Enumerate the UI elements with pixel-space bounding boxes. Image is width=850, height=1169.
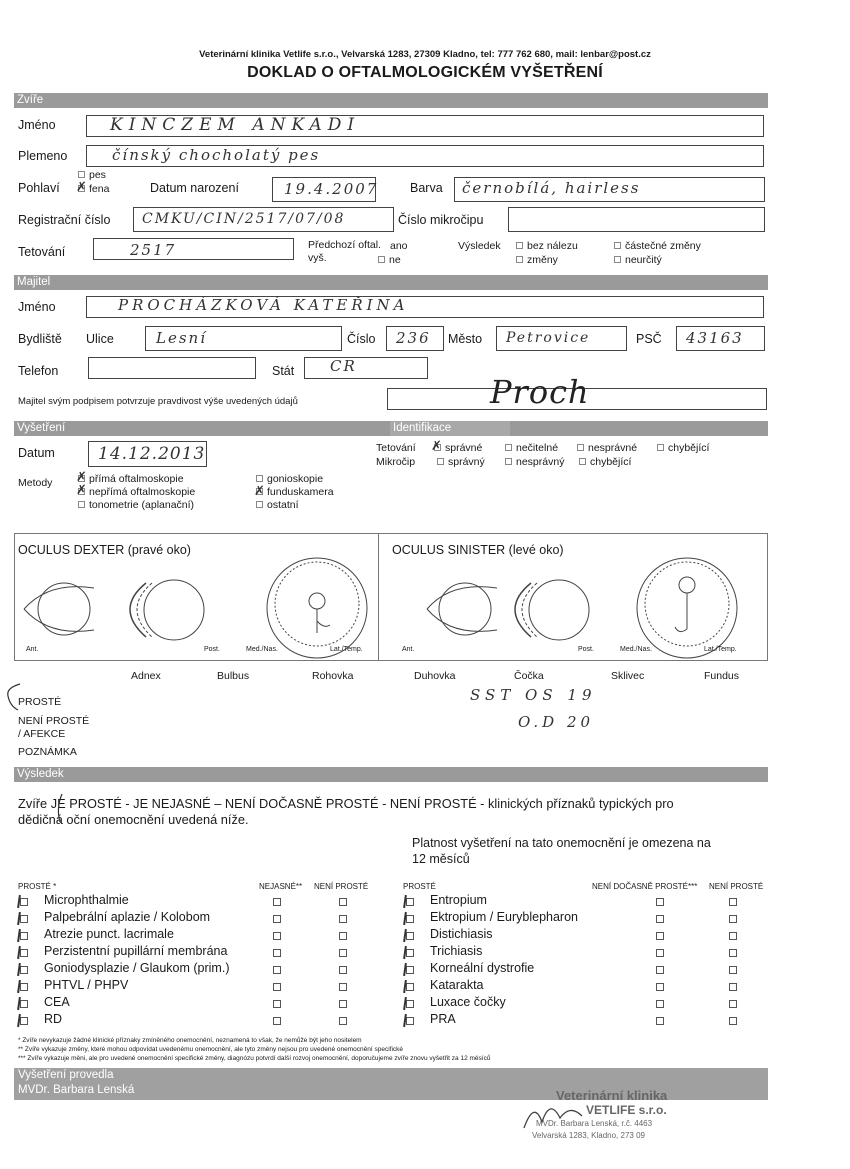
- stamp-line3: MVDr. Barbara Lenská, r.č. 4463: [536, 1119, 653, 1128]
- house-number-value: 236: [396, 329, 431, 347]
- od-lens-circle: [144, 580, 204, 640]
- od-lid-bottom: [24, 609, 94, 631]
- left-proste-checkbox[interactable]: [20, 1000, 28, 1008]
- footnote-1: * Zvíře nevykazuje žádné klinické příznaky zmíněného onemocnění, neznamená to však, že nemůže být jeho nositelem: [18, 1037, 362, 1044]
- left-disease-name: Microphthalmie: [44, 893, 129, 907]
- col-fundus: Fundus: [704, 670, 740, 682]
- right-proste-checkbox[interactable]: [406, 983, 414, 991]
- left-nejasne-checkbox[interactable]: [273, 915, 281, 923]
- performed-label: Vyšetření provedla: [18, 1069, 114, 1081]
- color-label: Barva: [410, 181, 443, 195]
- sex-label: Pohlaví: [18, 181, 60, 195]
- je-proste-circle-mark: [54, 790, 114, 830]
- id-tattoo-unreadable-checkbox[interactable]: [505, 444, 512, 451]
- id-chip-missing-checkbox[interactable]: [579, 458, 586, 465]
- right-proste-checkbox[interactable]: [406, 915, 414, 923]
- id-tattoo-correct-check-mark-icon: ✗: [431, 438, 442, 453]
- prev-exam-label-1: Předchozí oftal.: [308, 239, 381, 251]
- right-disease-name: Distichiasis: [430, 927, 493, 941]
- id-tattoo-unreadable-label: nečitelné: [516, 442, 559, 454]
- note-sst-os: SST OS 19: [470, 686, 597, 704]
- section-result-band: Výsledek: [14, 767, 768, 782]
- zip-label: PSČ: [636, 332, 662, 346]
- animal-name-label: Jméno: [18, 118, 56, 132]
- house-number-label: Číslo: [347, 332, 376, 346]
- right-disease-name: Entropium: [430, 893, 487, 907]
- os-optic-disc: [679, 577, 695, 593]
- od-ant-label: Ant.: [26, 646, 39, 653]
- os-med-label: Med./Nas.: [620, 646, 652, 653]
- col-cocka: Čočka: [514, 670, 544, 682]
- right-proste-checkbox[interactable]: [406, 949, 414, 957]
- proste-bracket-mark: [4, 682, 24, 712]
- left-nejasne-checkbox[interactable]: [273, 983, 281, 991]
- result-statement-line1: Zvíře JE PROSTÉ - JE NEJASNÉ – NENÍ DOČASNĚ PROSTÉ - NENÍ PROSTÉ - klinických příznaků typických pro: [18, 796, 674, 811]
- footnote-3: *** Zvíře vykazuje měni, ale pro uvedené onemocnění specifické změny, diagnózu potvrdí další rozvoj onemocnění, doporučujeme zvíře znovu vyšetřit za 12 měsíců: [18, 1055, 491, 1062]
- reg-number-label: Registrační číslo: [18, 213, 111, 227]
- id-chip-correct-label: správný: [448, 456, 485, 468]
- prev-result-partial-label: částečné změny: [625, 240, 701, 252]
- method-direct-check-mark-icon: ✗: [76, 469, 87, 484]
- page-title: DOKLAD O OFTALMOLOGICKÉM VYŠETŘENÍ: [247, 64, 603, 81]
- city-value: Petrovice: [506, 330, 591, 346]
- od-eye-diagram: [14, 533, 378, 661]
- street-value: Lesní: [156, 329, 207, 347]
- right-neni-proste-checkbox[interactable]: [729, 915, 737, 923]
- left-nejasne-checkbox[interactable]: [273, 898, 281, 906]
- method-other-checkbox[interactable]: [256, 501, 263, 508]
- col-sklivec: Sklivec: [611, 670, 645, 682]
- city-label: Město: [448, 332, 483, 346]
- right-neni-proste-checkbox[interactable]: [729, 1017, 737, 1025]
- stamp-line2: VETLIFE s.r.o.: [586, 1103, 667, 1117]
- left-nejasne-checkbox[interactable]: [273, 966, 281, 974]
- row-neni-proste: NENÍ PROSTÉ: [18, 715, 90, 727]
- id-tattoo-label: Tetování: [376, 442, 416, 454]
- id-tattoo-missing-checkbox[interactable]: [657, 444, 664, 451]
- tattoo-label: Tetování: [18, 245, 66, 259]
- id-chip-wrong-label: nesprávný: [516, 456, 565, 468]
- state-value: CR: [330, 357, 357, 375]
- left-neni-proste-checkbox[interactable]: [339, 983, 347, 991]
- left-nejasne-checkbox[interactable]: [273, 1000, 281, 1008]
- section-animal-band: Zvíře: [14, 93, 768, 108]
- color-value: černobílá, hairless: [462, 179, 641, 197]
- left-proste-checkbox[interactable]: [20, 915, 28, 923]
- right-disease-name: Katarakta: [430, 978, 484, 992]
- section-exam-band: Vyšetření: [14, 421, 768, 436]
- method-direct-label: přímá oftalmoskopie: [89, 473, 184, 485]
- breed-value: čínský chocholatý pes: [112, 146, 321, 164]
- prev-result-changes-checkbox[interactable]: [516, 256, 523, 263]
- right-neni-proste-checkbox[interactable]: [729, 1000, 737, 1008]
- prev-exam-no-checkbox[interactable]: [378, 256, 385, 263]
- left-nejasne-checkbox[interactable]: [273, 949, 281, 957]
- breed-label: Plemeno: [18, 149, 68, 163]
- right-proste-checkbox[interactable]: [406, 898, 414, 906]
- right-header-docasne: NENÍ DOČASNĚ PROSTÉ***: [592, 882, 698, 891]
- state-field[interactable]: [304, 357, 428, 379]
- od-title: OCULUS DEXTER (pravé oko): [18, 543, 191, 557]
- left-neni-proste-checkbox[interactable]: [339, 966, 347, 974]
- right-neni-proste-checkbox[interactable]: [729, 898, 737, 906]
- method-funduscam-label: funduskamera: [267, 486, 334, 498]
- left-proste-checkbox[interactable]: [20, 932, 28, 940]
- animal-name-value: KINCZEM ANKADI: [110, 115, 361, 135]
- row-afekce: / AFEKCE: [18, 728, 66, 740]
- street-label: Ulice: [86, 332, 114, 346]
- id-tattoo-wrong-checkbox[interactable]: [577, 444, 584, 451]
- right-header-neni-proste: NENÍ PROSTÉ: [709, 882, 764, 891]
- prev-exam-yes-label: ano: [390, 240, 408, 252]
- right-docasne-checkbox[interactable]: [656, 949, 664, 957]
- left-nejasne-checkbox[interactable]: [273, 1017, 281, 1025]
- row-proste: PROSTÉ: [18, 696, 62, 708]
- left-header-nejasne: NEJASNÉ**: [259, 882, 303, 891]
- owner-name-value: PROCHÁZKOVÁ KATEŘINA: [118, 296, 409, 314]
- right-disease-name: Korneální dystrofie: [430, 961, 535, 975]
- row-poznamka: POZNÁMKA: [18, 746, 77, 758]
- os-lens-circle: [529, 580, 589, 640]
- prev-result-none-label: bez nálezu: [527, 240, 578, 252]
- id-tattoo-wrong-label: nesprávné: [588, 442, 638, 454]
- method-tonometry-checkbox[interactable]: [78, 501, 85, 508]
- signature-statement: Majitel svým podpisem potvrzuje pravdivost výše uvedených údajů: [18, 396, 298, 407]
- left-disease-name: Perzistentní pupillární membrána: [44, 944, 228, 958]
- od-lid-top: [24, 587, 94, 609]
- id-tattoo-correct-label: správné: [445, 442, 483, 454]
- section-identification-band: Identifikace: [390, 421, 510, 436]
- dob-label: Datum narození: [150, 181, 239, 195]
- left-proste-checkbox[interactable]: [20, 949, 28, 957]
- left-header-neni-proste: NENÍ PROSTÉ: [314, 882, 369, 891]
- left-header-proste: PROSTÉ *: [18, 882, 57, 891]
- os-vessels: [675, 593, 687, 632]
- clinic-info-line: Veterinární klinika Vetlife s.r.o., Velvarská 1283, 27309 Kladno, tel: 777 762 680, mail: lenbar@post.cz: [199, 49, 651, 60]
- prev-result-uncertain-label: neurčitý: [625, 254, 662, 266]
- right-disease-name: Luxace čočky: [430, 995, 506, 1009]
- right-disease-name: Ektropium / Euryblepharon: [430, 910, 578, 924]
- left-disease-name: Goniodysplazie / Glaukom (prim.): [44, 961, 230, 975]
- right-proste-checkbox[interactable]: [406, 966, 414, 974]
- owner-name-label: Jméno: [18, 300, 56, 314]
- right-docasne-checkbox[interactable]: [656, 915, 664, 923]
- left-neni-proste-checkbox[interactable]: [339, 898, 347, 906]
- result-statement-line2: dědičná oční onemocnění uvedená níže.: [18, 812, 249, 827]
- validity-line1: Platnost vyšetření na tato onemocnění je omezena na: [412, 836, 711, 850]
- reg-number-value: CMKU/CIN/2517/07/08: [142, 211, 346, 227]
- right-disease-name: PRA: [430, 1012, 456, 1026]
- od-post-label: Post.: [204, 646, 220, 653]
- chip-field[interactable]: [508, 207, 765, 232]
- right-docasne-checkbox[interactable]: [656, 1000, 664, 1008]
- sex-fena-check-mark-icon: ✗: [76, 179, 87, 194]
- od-fundus-circle: [267, 558, 367, 658]
- right-proste-checkbox[interactable]: [406, 932, 414, 940]
- method-other-label: ostatní: [267, 499, 299, 511]
- os-lid-top: [427, 587, 497, 609]
- sex-pes-checkbox[interactable]: [78, 171, 85, 178]
- note-od: O.D 20: [518, 713, 595, 731]
- methods-label: Metody: [18, 477, 53, 489]
- od-fundus-inner: [275, 562, 359, 646]
- right-header-proste: PROSTÉ: [403, 882, 436, 891]
- right-docasne-checkbox[interactable]: [656, 898, 664, 906]
- os-ant-label: Ant.: [402, 646, 415, 653]
- id-chip-missing-label: chybějící: [590, 456, 632, 468]
- method-indirect-check-mark-icon: ✗: [76, 482, 87, 497]
- right-neni-proste-checkbox[interactable]: [729, 983, 737, 991]
- right-docasne-checkbox[interactable]: [656, 932, 664, 940]
- left-disease-name: RD: [44, 1012, 63, 1026]
- method-indirect-label: nepřímá oftalmoskopie: [89, 486, 196, 498]
- address-label: Bydliště: [18, 332, 62, 346]
- left-neni-proste-checkbox[interactable]: [339, 1017, 347, 1025]
- prev-result-changes-label: změny: [527, 254, 558, 266]
- right-proste-checkbox[interactable]: [406, 1017, 414, 1025]
- chip-label: Číslo mikročipu: [398, 213, 484, 227]
- col-adnex: Adnex: [131, 670, 161, 682]
- os-post-label: Post.: [578, 646, 594, 653]
- left-proste-checkbox[interactable]: [20, 983, 28, 991]
- exam-date-value: 14.12.2013: [98, 444, 206, 464]
- id-chip-label: Mikročip: [376, 456, 416, 468]
- right-neni-proste-checkbox[interactable]: [729, 932, 737, 940]
- vet-name: MVDr. Barbara Lenská: [18, 1084, 135, 1096]
- tattoo-field[interactable]: [93, 238, 294, 260]
- os-eye-diagram: [379, 533, 767, 661]
- section-owner-band: Majitel: [14, 275, 768, 290]
- left-disease-name: Palpebrální aplazie / Kolobom: [44, 910, 211, 924]
- prev-result-none-checkbox[interactable]: [516, 242, 523, 249]
- sex-pes-label: pes: [89, 169, 106, 181]
- phone-label: Telefon: [18, 364, 59, 378]
- stamp-line1: Veterinární klinika: [556, 1088, 668, 1103]
- zip-value: 43163: [686, 329, 744, 347]
- left-proste-checkbox[interactable]: [20, 1017, 28, 1025]
- right-neni-proste-checkbox[interactable]: [729, 949, 737, 957]
- col-rohovka: Rohovka: [312, 670, 354, 682]
- method-tonometry-label: tonometrie (aplanační): [89, 499, 195, 511]
- left-disease-name: Atrezie punct. lacrimale: [44, 927, 174, 941]
- od-optic-disc: [309, 593, 325, 609]
- method-gonioscopy-label: gonioskopie: [267, 473, 324, 485]
- prev-exam-label-2: vyš.: [308, 252, 327, 264]
- od-vessels: [317, 609, 330, 633]
- right-proste-checkbox[interactable]: [406, 1000, 414, 1008]
- os-lat-label: Lat./Temp.: [704, 646, 737, 653]
- left-neni-proste-checkbox[interactable]: [339, 915, 347, 923]
- method-funduscam-check-mark-icon: ✗: [254, 483, 265, 498]
- prev-result-partial-checkbox[interactable]: [614, 242, 621, 249]
- od-adnex-circle: [38, 583, 90, 635]
- prev-result-uncertain-checkbox[interactable]: [614, 256, 621, 263]
- footnote-2: ** Zvíře vykazuje změny, které mohou odpovídat uvedenému onemocnění, ale tyto změny nejsou pro uvedené onemocnění specifické: [18, 1046, 404, 1053]
- left-neni-proste-checkbox[interactable]: [339, 949, 347, 957]
- os-title: OCULUS SINISTER (levé oko): [392, 543, 564, 557]
- right-disease-name: Trichiasis: [430, 944, 483, 958]
- col-duhovka: Duhovka: [414, 670, 456, 682]
- exam-date-label: Datum: [18, 446, 55, 460]
- right-docasne-checkbox[interactable]: [656, 983, 664, 991]
- left-disease-name: PHTVL / PHPV: [44, 978, 129, 992]
- prev-exam-no-label: ne: [389, 254, 401, 266]
- stamp-line4: Velvarská 1283, Kladno, 273 09: [532, 1131, 645, 1140]
- os-lid-bottom: [427, 609, 497, 631]
- left-proste-checkbox[interactable]: [20, 966, 28, 974]
- od-med-label: Med./Nas.: [246, 646, 278, 653]
- tattoo-value: 2517: [130, 241, 177, 259]
- left-proste-checkbox[interactable]: [20, 898, 28, 906]
- state-label: Stát: [272, 364, 295, 378]
- left-nejasne-checkbox[interactable]: [273, 932, 281, 940]
- left-disease-name: CEA: [44, 995, 70, 1009]
- right-neni-proste-checkbox[interactable]: [729, 966, 737, 974]
- method-gonioscopy-checkbox[interactable]: [256, 475, 263, 482]
- prev-result-label: Výsledek: [458, 240, 501, 252]
- id-chip-wrong-checkbox[interactable]: [505, 458, 512, 465]
- owner-signature: Proch: [490, 373, 590, 411]
- od-lat-label: Lat./Temp.: [330, 646, 363, 653]
- right-docasne-checkbox[interactable]: [656, 1017, 664, 1025]
- vet-signature: [520, 1094, 610, 1134]
- left-neni-proste-checkbox[interactable]: [339, 932, 347, 940]
- sex-fena-label: fena: [89, 183, 110, 195]
- id-chip-correct-checkbox[interactable]: [437, 458, 444, 465]
- validity-line2: 12 měsíců: [412, 852, 470, 866]
- dob-value: 19.4.2007: [284, 180, 379, 198]
- id-tattoo-missing-label: chybějící: [668, 442, 710, 454]
- left-neni-proste-checkbox[interactable]: [339, 1000, 347, 1008]
- os-adnex-circle: [439, 583, 491, 635]
- right-docasne-checkbox[interactable]: [656, 966, 664, 974]
- phone-field[interactable]: [88, 357, 256, 379]
- col-bulbus: Bulbus: [217, 670, 250, 682]
